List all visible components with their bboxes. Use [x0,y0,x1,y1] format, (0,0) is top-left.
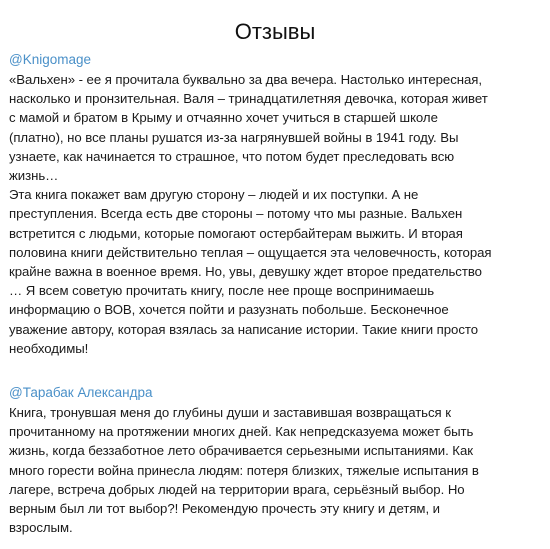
page-title: Отзывы [234,18,316,44]
review-card [9,383,539,537]
review-author-link[interactable]: @Тарабак Александра [9,385,153,400]
review-text: Книга, тронувшая меня до глубины души и заставившая возвращаться к прочитанному на протяжении многих дней. Как непредсказуема может быть жизнь, когда беззаботное лето обрачивается серьезными испытаниями. Как много горести война принесла людям: потеря близких, тяжелые испытания в лагере, встреча добрых людей на территории врага, серьёзный выбор. Но верным был ли тот выбор?! Рекомендую прочесть эту книгу и детям, и взрослым. [9,405,479,536]
review-text: «Вальхен» - ее я прочитала буквально за два вечера. Настолько интересная, насколько и пронзительная. Валя – тринадцатилетняя девочка, которая живет с мамой и братом в Крыму и отчаянно хочет учиться в старшей школе (платно), но все планы рушатся из-за нагрянувшей войны в 1941 году. Вы узнаете, как начинается то страшное, что потом будет преследовать всю жизнь… Эта книга покажет вам другую сторону – людей и их поступки. А не преступления. Всегда есть две стороны – потому что мы разные. Вальхен встретится с людьми, которые помогают остербайтерам выжить. И вторая половина книги действительно теплая – ощущается эта человечность, которая крайне важна в военное время. Но, увы, девушку ждет второе предательство … Я всем советую прочитать книгу, после нее проще воспринимаешь информацию о ВОВ, хочется пойти и разузнать побольше. Бесконечное уважение автору, которая взялась за написание истории. Такие книги просто необходимы! [9,72,492,356]
review-author-link[interactable]: @Knigomage [9,52,92,67]
review-card [9,50,539,358]
